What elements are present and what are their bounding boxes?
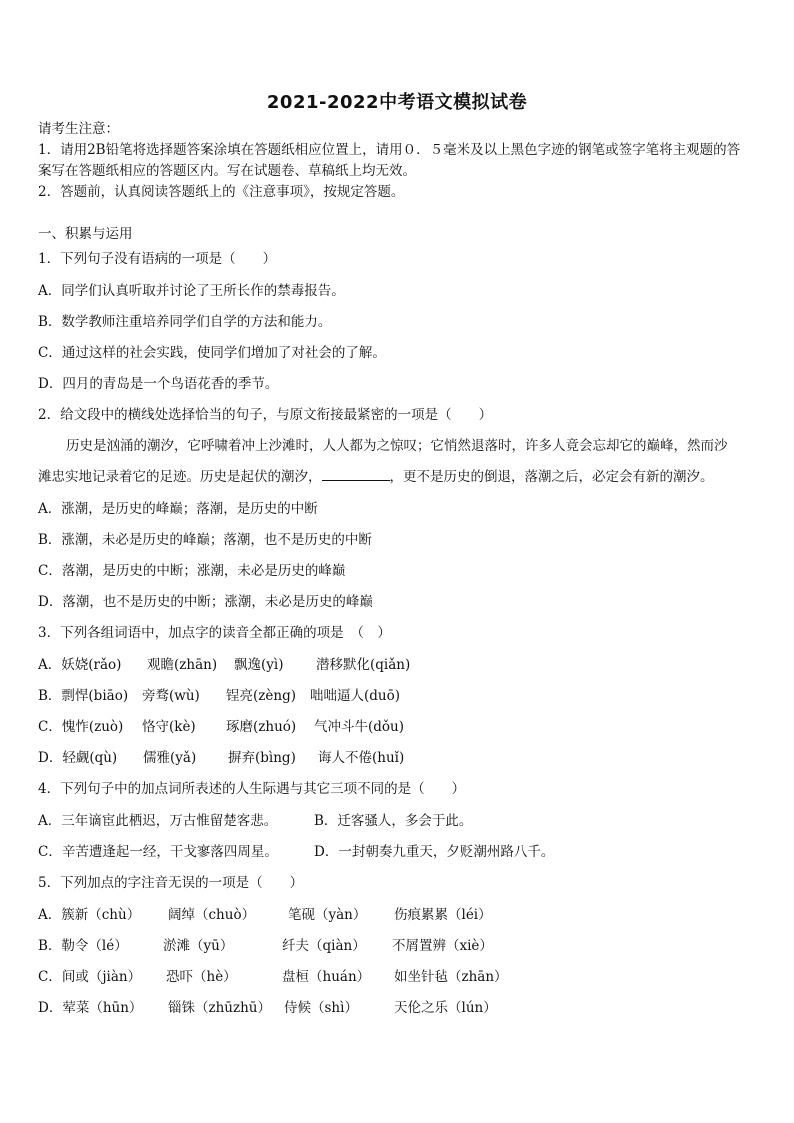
- q1-stem: 1．下列句子没有语病的一项是（ ）: [38, 251, 277, 267]
- q3-stem: 3．下列各组词语中，加点字的读音全都正确的项是 （ ）: [38, 625, 391, 641]
- q5-b-word4: 不屑置辨（xiè）: [392, 938, 493, 954]
- section-heading: 一、积累与运用: [38, 226, 133, 242]
- q1-option-c: C．通过这样的社会实践，使同学们增加了对社会的了解。: [38, 345, 386, 361]
- q2-passage-line1: 历史是汹涌的潮汐，它呼啸着冲上沙滩时，人人都为之惊叹；它悄然退落时，许多人竟会忘却它的巅峰，然而沙: [66, 438, 728, 454]
- q3-d-word3: 摒弃(bìng): [228, 750, 296, 766]
- q3-b-word3: 锃亮(zèng): [226, 688, 296, 704]
- q4-stem: 4．下列句子中的加点词所表述的人生际遇与其它三项不同的是（ ）: [38, 781, 466, 797]
- q2-option-c: C．落潮，是历史的中断；涨潮，未必是历史的峰巅: [38, 563, 346, 579]
- q4-option-b: B．迁客骚人，多会于此。: [314, 813, 473, 829]
- q3-c-word1: C．愧怍(zuò): [38, 719, 124, 735]
- q4-option-a: A．三年谪宦此栖迟，万古惟留楚客悲。: [38, 813, 278, 829]
- q5-b-word3: 纤夫（qiàn）: [282, 938, 366, 954]
- q4-option-c: C．辛苦遭逢起一经，干戈寥落四周星。: [38, 844, 278, 860]
- q3-a-word3: 飘逸(yì): [234, 657, 284, 673]
- q3-c-word4: 气冲斗牛(dǒu): [314, 719, 404, 735]
- q3-d-word4: 诲人不倦(huǐ): [318, 750, 405, 766]
- q4-option-d: D．一封朝奏九重天，夕贬潮州路八千。: [314, 844, 555, 860]
- q3-a-word4: 潜移默化(qiǎn): [316, 657, 411, 673]
- q5-c-word4: 如坐针毡（zhān）: [394, 969, 508, 985]
- q5-d-word4: 天伦之乐（lún）: [394, 1000, 497, 1016]
- q5-b-word1: B．勒令（lé）: [38, 938, 128, 954]
- q3-b-word4: 咄咄逼人(duō): [310, 688, 400, 704]
- q5-a-word2: 阔绰（chuò）: [168, 907, 256, 923]
- notice-item-1a: 1．请用2B铅笔将选择题答案涂填在答题纸相应位置上，请用０．５毫米及以上黑色字迹的钢笔或签字笔将主观题的答: [38, 142, 741, 158]
- notice-heading: 请考生注意：: [38, 121, 119, 137]
- q5-d-word3: 侍候（shì）: [284, 1000, 358, 1016]
- q5-stem: 5．下列加点的字注音无误的一项是（ ）: [38, 875, 304, 891]
- q3-b-word2: 旁骛(wù): [142, 688, 200, 704]
- q1-option-d: D．四月的青岛是一个鸟语花香的季节。: [38, 376, 279, 392]
- q3-d-word2: 儒雅(yǎ): [143, 750, 197, 766]
- q5-a-word3: 笔砚（yàn）: [288, 907, 367, 923]
- q5-c-word3: 盘桓（huán）: [282, 969, 371, 985]
- q5-b-word2: 淤滩（yū）: [163, 938, 234, 954]
- q2-stem: 2．给文段中的横线处选择恰当的句子，与原文衔接最紧密的一项是（ ）: [38, 407, 493, 423]
- q2-passage-line2: [38, 468, 714, 486]
- q3-a-word2: 观瞻(zhān): [147, 657, 218, 673]
- q2-option-b: B．涨潮，未必是历史的峰巅；落潮，也不是历史的中断: [38, 532, 372, 548]
- q2-blank: [322, 468, 390, 481]
- q3-d-word1: D．轻觑(qù): [38, 750, 118, 766]
- q5-d-word2: 锱铢（zhūzhū）: [168, 1000, 272, 1016]
- q1-option-a: A．同学们认真听取并讨论了王所长作的禁毒报告。: [38, 283, 345, 299]
- q1-option-b: B．数学教师注重培养同学们自学的方法和能力。: [38, 314, 332, 330]
- q2-passage-part2: ，更不是历史的倒退，落潮之后，必定会有新的潮汐。: [389, 469, 714, 485]
- exam-title: 2021-2022中考语文模拟试卷: [266, 92, 528, 113]
- q5-a-word1: A．簇新（chù）: [38, 907, 141, 923]
- q5-c-word1: C．间或（jiàn）: [38, 969, 142, 985]
- q5-a-word4: 伤痕累累（léi）: [394, 907, 492, 923]
- q5-d-word1: D．荤菜（hūn）: [38, 1000, 143, 1016]
- q3-c-word2: 恪守(kè): [142, 719, 196, 735]
- q3-c-word3: 琢磨(zhuó): [226, 719, 297, 735]
- q2-passage-part1: 滩忠实地记录着它的足迹。历史是起伏的潮汐，: [38, 469, 322, 485]
- notice-item-2: 2．答题前，认真阅读答题纸上的《注意事项》，按规定答题。: [38, 184, 405, 200]
- q3-b-word1: B．剽悍(biāo): [38, 688, 129, 704]
- q2-option-a: A．涨潮，是历史的峰巅；落潮，是历史的中断: [38, 501, 318, 517]
- q3-a-word1: A．妖娆(rǎo): [38, 657, 122, 673]
- q2-option-d: D．落潮，也不是历史的中断；涨潮，未必是历史的峰巅: [38, 594, 373, 610]
- q5-c-word2: 恐吓（hè）: [166, 969, 237, 985]
- notice-item-1b: 案写在答题纸相应的答题区内。写在试题卷、草稿纸上均无效。: [38, 163, 416, 179]
